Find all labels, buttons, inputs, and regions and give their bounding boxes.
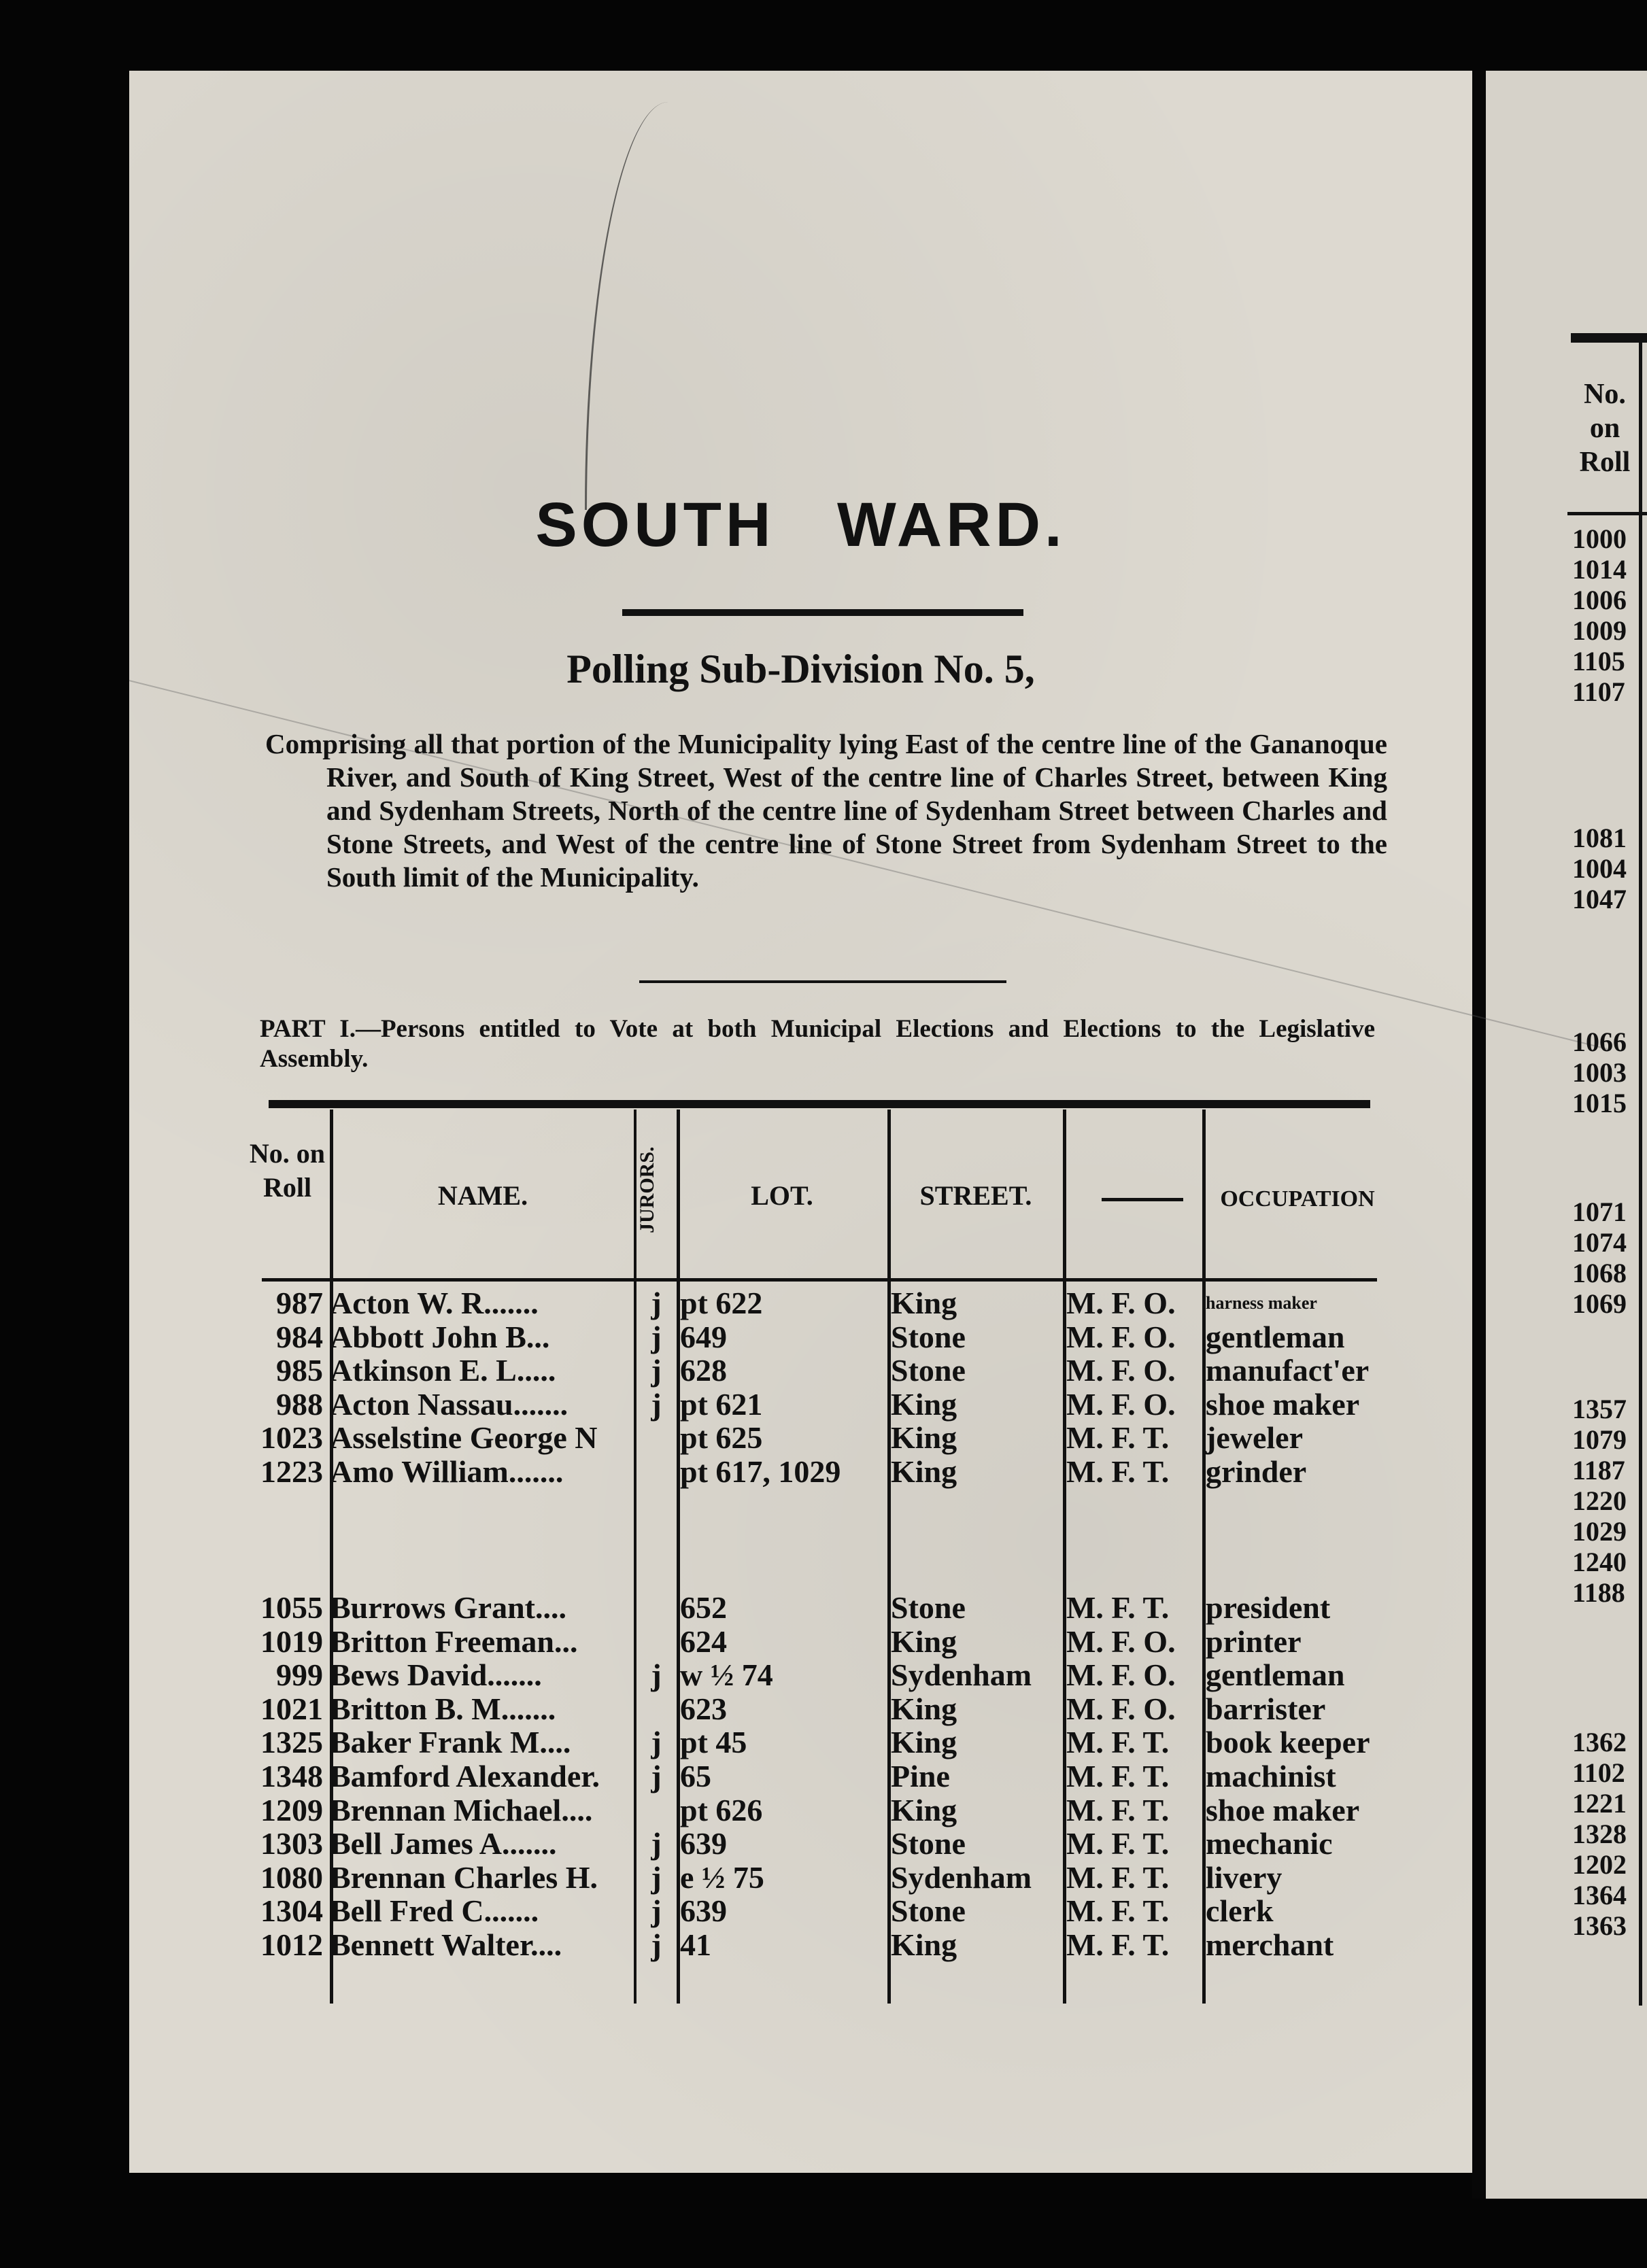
header-street: STREET. [919, 1180, 1032, 1211]
next-page-roll-number: 1363 [1572, 1910, 1627, 1941]
table-row [0, 1894, 1647, 1928]
table-top-rule [269, 1100, 1370, 1108]
street-name: King [891, 1691, 957, 1726]
occupation: shoe maker [1206, 1793, 1360, 1827]
franchise-code: M. F. O. [1066, 1354, 1176, 1388]
franchise-code: M. F. T. [1066, 1928, 1170, 1962]
street-name: King [891, 1725, 957, 1760]
table-row [0, 1625, 1647, 1659]
next-page-roll-number: 1107 [1572, 676, 1625, 707]
voter-name: Amo William....... [330, 1454, 564, 1489]
street-name: Stone [891, 1354, 966, 1388]
table-row [0, 1320, 1647, 1354]
occupation: book keeper [1206, 1725, 1370, 1760]
table-row [0, 1692, 1647, 1726]
header-name: NAME. [437, 1180, 528, 1211]
roll-number: 1209 [260, 1793, 323, 1827]
lot-number: 639 [680, 1827, 727, 1861]
occupation: grinder [1206, 1454, 1307, 1489]
lot-number: 652 [680, 1591, 727, 1625]
lot-number: pt 621 [680, 1387, 763, 1422]
occupation: clerk [1206, 1894, 1274, 1929]
franchise-code: M. F. T. [1066, 1793, 1170, 1827]
roll-number: 985 [276, 1354, 323, 1388]
voter-name: Atkinson E. L..... [330, 1354, 556, 1388]
street-name: King [891, 1454, 957, 1489]
voter-name: Bews David....... [330, 1658, 542, 1693]
next-page-roll-number: 1015 [1572, 1088, 1627, 1118]
street-name: Stone [891, 1894, 966, 1929]
roll-number: 1019 [260, 1624, 323, 1659]
occupation: merchant [1206, 1928, 1334, 1962]
roll-number: 1055 [260, 1591, 323, 1625]
next-page-roll-number: 1102 [1572, 1757, 1625, 1788]
voter-name: Bell James A....... [330, 1827, 557, 1861]
occupation: shoe maker [1206, 1387, 1360, 1422]
occupation: livery [1206, 1860, 1283, 1895]
table-row [0, 1421, 1647, 1455]
next-page-roll-number: 1029 [1572, 1516, 1627, 1547]
voter-name: Acton W. R....... [330, 1286, 539, 1320]
table-row [0, 1658, 1647, 1692]
next-page-roll-number: 1014 [1572, 554, 1627, 585]
lot-number: pt 622 [680, 1286, 763, 1320]
roll-number: 1325 [260, 1725, 323, 1760]
lot-number: pt 617, 1029 [680, 1454, 841, 1489]
table-row [0, 1793, 1647, 1827]
table-header-rule [262, 1278, 1377, 1282]
franchise-code: M. F. O. [1066, 1286, 1176, 1320]
table-row [0, 1928, 1647, 1962]
franchise-code: M. F. T. [1066, 1759, 1170, 1793]
header-lot: LOT. [751, 1180, 813, 1211]
next-page-roll-number: 1079 [1572, 1424, 1627, 1455]
occupation: manufact'er [1206, 1354, 1370, 1388]
section-rule [639, 980, 1006, 983]
roll-number: 984 [276, 1320, 323, 1354]
next-page-roll-number: 1188 [1572, 1577, 1625, 1608]
lot-number: pt 626 [680, 1793, 763, 1827]
table-row [0, 1827, 1647, 1861]
juror-mark: j [651, 1860, 662, 1895]
next-page-roll-number: 1364 [1572, 1880, 1627, 1910]
lot-number: 41 [680, 1928, 711, 1962]
street-name: Stone [891, 1591, 966, 1625]
table-row [0, 1591, 1647, 1625]
street-name: Sydenham [891, 1860, 1032, 1895]
next-page-roll-number: 1066 [1572, 1027, 1627, 1057]
juror-mark: j [651, 1320, 662, 1354]
street-name: King [891, 1928, 957, 1962]
next-page-roll-number: 1000 [1572, 523, 1627, 554]
juror-mark: j [651, 1658, 662, 1693]
lot-number: pt 625 [680, 1421, 763, 1455]
next-page-roll-number: 1003 [1572, 1057, 1627, 1088]
header-jurors: JURORS. [636, 1146, 658, 1233]
lot-number: 624 [680, 1624, 727, 1659]
juror-mark: j [651, 1354, 662, 1388]
next-page-col-rule [1639, 340, 1642, 2006]
lot-number: 623 [680, 1691, 727, 1726]
roll-number: 988 [276, 1387, 323, 1422]
table-row [0, 1455, 1647, 1489]
next-page-roll-number: 1006 [1572, 585, 1627, 615]
title-rule [622, 609, 1023, 616]
next-page-roll-number: 1068 [1572, 1258, 1627, 1288]
voter-name: Acton Nassau....... [330, 1387, 568, 1422]
occupation: printer [1206, 1624, 1302, 1659]
franchise-code: M. F. O. [1066, 1691, 1176, 1726]
franchise-code: M. F. T. [1066, 1421, 1170, 1455]
street-name: King [891, 1387, 957, 1422]
roll-number: 999 [276, 1658, 323, 1693]
franchise-code: M. F. T. [1066, 1860, 1170, 1895]
table-row [0, 1861, 1647, 1895]
lot-number: e ½ 75 [680, 1860, 764, 1895]
occupation: president [1206, 1591, 1331, 1625]
next-page-roll-number: 1071 [1572, 1197, 1627, 1227]
franchise-code: M. F. T. [1066, 1894, 1170, 1929]
voter-name: Baker Frank M.... [330, 1725, 571, 1760]
voter-name: Bennett Walter.... [330, 1928, 562, 1962]
franchise-code: M. F. T. [1066, 1725, 1170, 1760]
roll-number: 1012 [260, 1928, 323, 1962]
next-page-roll-number: 1081 [1572, 823, 1627, 853]
juror-mark: j [651, 1894, 662, 1929]
roll-number: 1023 [260, 1421, 323, 1455]
next-page-header-rule [1567, 512, 1647, 515]
street-name: King [891, 1421, 957, 1455]
next-page-roll-number: 1074 [1572, 1227, 1627, 1258]
juror-mark: j [651, 1286, 662, 1320]
next-page-roll-number: 1069 [1572, 1288, 1627, 1319]
franchise-code: M. F. T. [1066, 1454, 1170, 1489]
voter-name: Abbott John B... [330, 1320, 550, 1354]
next-page-roll-number: 1202 [1572, 1849, 1627, 1880]
franchise-code: M. F. O. [1066, 1320, 1176, 1354]
lot-number: pt 45 [680, 1725, 747, 1760]
street-name: Pine [891, 1759, 950, 1793]
occupation: mechanic [1206, 1827, 1333, 1861]
header-no-on-roll: No. on Roll [249, 1138, 326, 1203]
franchise-code: M. F. O. [1066, 1387, 1176, 1422]
next-page-header: No. on Roll [1579, 379, 1631, 478]
next-page-roll-number: 1362 [1572, 1727, 1627, 1757]
franchise-code: M. F. T. [1066, 1827, 1170, 1861]
street-name: Stone [891, 1320, 966, 1354]
voter-name: Bell Fred C....... [330, 1894, 539, 1929]
header-occupation: OCCUPATION [1220, 1186, 1375, 1212]
street-name: King [891, 1624, 957, 1659]
roll-number: 987 [276, 1286, 323, 1320]
roll-number: 1304 [260, 1894, 323, 1929]
next-page-roll-number: 1357 [1572, 1394, 1627, 1424]
street-name: Sydenham [891, 1658, 1032, 1693]
next-page-roll-number: 1221 [1572, 1788, 1627, 1819]
table-row [0, 1286, 1647, 1320]
table-row [0, 1354, 1647, 1388]
table-row [0, 1388, 1647, 1422]
roll-number: 1223 [260, 1454, 323, 1489]
lot-number: 639 [680, 1894, 727, 1929]
occupation: barrister [1206, 1691, 1326, 1726]
lot-number: w ½ 74 [680, 1658, 773, 1693]
next-page-roll-number: 1328 [1572, 1819, 1627, 1849]
voter-name: Britton Freeman... [330, 1624, 578, 1659]
roll-number: 1021 [260, 1691, 323, 1726]
juror-mark: j [651, 1387, 662, 1422]
street-name: King [891, 1793, 957, 1827]
occupation: machinist [1206, 1759, 1336, 1793]
street-name: Stone [891, 1827, 966, 1861]
voter-name: Brennan Charles H. [330, 1860, 598, 1895]
franchise-code: M. F. O. [1066, 1624, 1176, 1659]
lot-number: 65 [680, 1759, 711, 1793]
boundary-description: Comprising all that portion of the Municipality lying East of the centre line of the Gananoque River, and South of King Street, West of the centre line of Charles Street, between King and Sydenham Streets, North of the centre line of Sydenham Street between Charles and Stone Streets, and West of the centre line of Stone Street from Sydenham Street to the South limit of the Municipality. [265, 728, 1387, 893]
occupation: gentleman [1206, 1658, 1345, 1693]
occupation: harness maker [1206, 1293, 1317, 1313]
occupation: jeweler [1206, 1421, 1303, 1455]
voter-name: Brennan Michael.... [330, 1793, 593, 1827]
franchise-code: M. F. O. [1066, 1658, 1176, 1693]
next-page-roll-number: 1220 [1572, 1485, 1627, 1516]
next-page-roll-number: 1187 [1572, 1455, 1625, 1485]
subdivision-title: Polling Sub-Division No. 5, [566, 647, 1035, 691]
part-heading: PART I.—Persons entitled to Vote at both Municipal Elections and Elections to the Legislative Assembly. [260, 1015, 1375, 1073]
lot-number: 649 [680, 1320, 727, 1354]
voter-name: Asselstine George N [330, 1421, 598, 1455]
roll-number: 1348 [260, 1759, 323, 1793]
roll-number: 1303 [260, 1827, 323, 1861]
juror-mark: j [651, 1759, 662, 1793]
header-franchise-dash [1102, 1198, 1183, 1201]
next-page-roll-number: 1105 [1572, 646, 1625, 676]
juror-mark: j [651, 1827, 662, 1861]
occupation: gentleman [1206, 1320, 1345, 1354]
voter-name: Bamford Alexander. [330, 1759, 600, 1793]
next-page-roll-number: 1047 [1572, 884, 1627, 914]
next-page-roll-number: 1240 [1572, 1547, 1627, 1577]
next-page-roll-number: 1004 [1572, 853, 1627, 884]
voter-name: Burrows Grant.... [330, 1591, 566, 1625]
voter-name: Britton B. M....... [330, 1691, 556, 1726]
lot-number: 628 [680, 1354, 727, 1388]
table-row [0, 1725, 1647, 1759]
juror-mark: j [651, 1928, 662, 1962]
next-page-roll-number: 1009 [1572, 615, 1627, 646]
table-row [0, 1759, 1647, 1793]
street-name: King [891, 1286, 957, 1320]
franchise-code: M. F. T. [1066, 1591, 1170, 1625]
juror-mark: j [651, 1725, 662, 1760]
next-page-top-rule [1571, 333, 1647, 343]
roll-number: 1080 [260, 1860, 323, 1895]
ward-title: SOUTH WARD. [535, 490, 1066, 560]
